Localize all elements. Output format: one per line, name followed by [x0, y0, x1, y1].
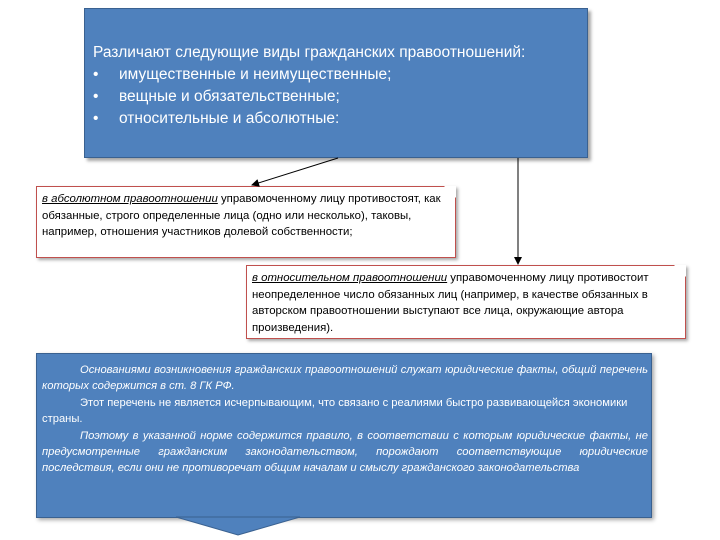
bullet-icon: •: [93, 66, 99, 83]
absolute-note-text: [42, 191, 450, 241]
type-item-label: имущественные и неимущественные;: [119, 66, 392, 83]
types-heading: Различают следующие виды гражданских правоотношений:: [93, 44, 526, 61]
absolute-relation-note: [36, 186, 456, 258]
relative-description: управомоченному лицу противостоит неопределенное число обязанных лиц (например, в качестве обязанных в авторском правоотношении выступают все лица, окружающие автора произведения).: [252, 272, 649, 334]
grounds-paragraph-1: Основаниями возникновения гражданских правоотношений служат юридические факты, общий перечень которых содержится в ст. 8 ГК РФ.: [42, 364, 648, 393]
bullet-icon: •: [93, 110, 99, 127]
absolute-term: в абсолютном правоотношении: [42, 193, 218, 205]
type-item-label: относительные и абсолютные:: [119, 110, 340, 127]
type-item-property: [93, 64, 579, 86]
relative-relation-note: [246, 265, 686, 339]
grounds-paragraph-2: Этот перечень не является исчерпывающим, что связано с реалиями быстро развивающейся экономики страны.: [42, 396, 628, 426]
callout-pointer-arrow: [176, 517, 300, 535]
relative-note-text: [252, 270, 680, 336]
relative-term: в относительном правоотношении: [252, 272, 448, 284]
type-item-real: [93, 86, 579, 108]
civil-relations-types-box: [84, 8, 588, 158]
legal-grounds-text: [42, 362, 648, 477]
legal-grounds-callout: [36, 353, 652, 518]
bullet-icon: •: [93, 88, 99, 105]
absolute-description: управомоченному лицу противостоят, как обязанные, строго определенные лица (одно или несколько), таковы, например, отношения участников долевой собственности;: [42, 193, 441, 238]
type-item-relative: [93, 108, 579, 130]
grounds-paragraph-3: Поэтому в указанной норме содержится правило, в соответствии с которым юридические факты, не предусмотренные гражданским законодательством, порождают соответствующие юридические последствия, если они не противоречат общим началам и смыслу гражданского законодательства: [42, 429, 648, 475]
arrow-to-absolute-note: [252, 158, 338, 185]
type-item-label: вещные и обязательственные;: [119, 88, 340, 105]
